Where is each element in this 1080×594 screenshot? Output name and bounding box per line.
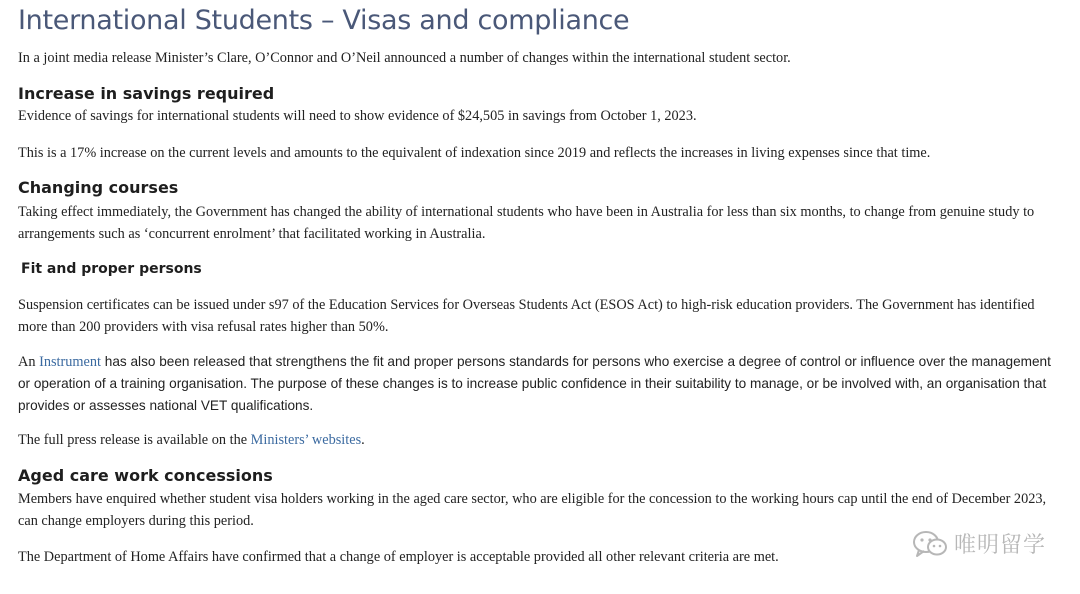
press-release-end: . [361,432,365,448]
press-release-lead: The full press release is available on the [18,432,251,448]
heading-savings: Increase in savings required [18,84,275,103]
instrument-link[interactable]: Instrument [39,354,102,370]
heading-aged-care: Aged care work concessions [18,466,273,485]
aged-paragraph-2: The Department of Home Affairs have confirmed that a change of employer is acceptable provided all other relevant criteria are met. [18,549,779,565]
savings-paragraph-2: This is a 17% increase on the current levels and amounts to the equivalent of indexation since 2019 and reflects the increases in living expenses since that time. [18,145,931,161]
watermark-text: 唯明留学 [953,533,1046,558]
page-title: International Students – Visas and compliance [18,5,630,36]
fit-paragraph-2-rest: has also been released that strengthens the fit and proper persons standards for persons who exercise a degree of control or influence over the management or operation of a training organisation. The purpose of these changes is to increase public confidence in their suitability to manage, or be involved with, an organisation that provides or assesses national VET qualifications. [18,354,1051,413]
watermark [912,528,1046,559]
fit-paragraph-2 [18,351,1066,417]
fit-paragraph-2-lead: An [18,354,40,370]
wechat-icon [912,530,948,558]
press-release-paragraph [18,429,1066,451]
savings-paragraph-1: Evidence of savings for international students will need to show evidence of $24,505 in savings from October 1, 2023. [18,108,697,124]
courses-paragraph-1: Taking effect immediately, the Government has changed the ability of international students who have been in Australia for less than six months, to change from genuine study to arrangements such as ‘concurrent enrolment’ that facilitated working in Australia. [18,204,1035,242]
heading-changing-courses: Changing courses [18,178,179,197]
ministers-websites-link[interactable]: Ministers’ websites [250,432,362,448]
fit-paragraph-1: Suspension certificates can be issued under s97 of the Education Services for Overseas Students Act (ESOS Act) to high-risk education providers. The Government has identified more than 200 providers with visa refusal rates higher than 50%. [18,297,1035,335]
intro-paragraph: In a joint media release Minister’s Clare, O’Connor and O’Neil announced a number of changes within the international student sector. [18,50,791,66]
heading-fit-and-proper: Fit and proper persons [21,261,202,277]
aged-paragraph-1: Members have enquired whether student visa holders working in the aged care sector, who are eligible for the concession to the working hours cap until the end of December 2023, can change employers during this period. [18,491,1047,529]
